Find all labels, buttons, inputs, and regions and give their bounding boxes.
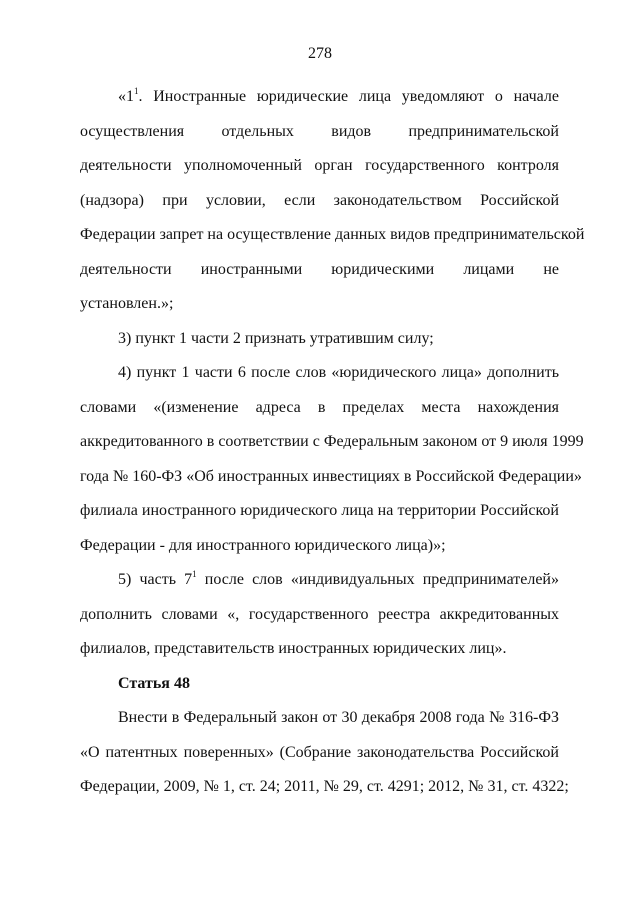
text-line xyxy=(80,80,559,115)
paragraph-article-48-intro xyxy=(80,701,569,805)
text-line: установлен.»; xyxy=(80,295,174,312)
article-heading: Статья 48 xyxy=(118,674,190,692)
text-fragment: «1 xyxy=(118,88,134,105)
text-line: деятельности иностранными юридическими лицами не xyxy=(80,260,559,278)
paragraph-item-3 xyxy=(80,322,559,357)
paragraph-foreign-entities-notice xyxy=(80,80,585,322)
text-line: года № 160-ФЗ «Об иностранных инвестициях в Российской Федерации» xyxy=(80,467,582,485)
text-line: 3) пункт 1 части 2 признать утратившим силу; xyxy=(118,329,434,347)
text-fragment: после слов «индивидуальных предпринимателей» xyxy=(196,571,559,588)
text-line: аккредитованного в соответствии с Федеральным законом от 9 июля 1999 xyxy=(80,433,584,450)
document-body xyxy=(80,80,585,805)
text-line: Федерации запрет на осуществление данных видов предпринимательской xyxy=(80,226,585,243)
text-line: Федерации, 2009, № 1, ст. 24; 2011, № 29, ст. 4291; 2012, № 31, ст. 4322; xyxy=(80,778,569,795)
text-line: (надзора) при условии, если законодательством Российской xyxy=(80,191,559,209)
text-line: деятельности уполномоченный орган государственного контроля xyxy=(80,157,559,174)
text-line xyxy=(80,563,559,598)
text-line: словами «(изменение адреса в пределах места нахождения xyxy=(80,398,559,416)
text-line: филиалов, представительств иностранных юридических лиц». xyxy=(80,640,507,657)
text-line: Внести в Федеральный закон от 30 декабря 2008 года № 316-ФЗ xyxy=(118,709,559,726)
text-line: осуществления отдельных видов предпринимательской xyxy=(80,122,559,140)
paragraph-item-5 xyxy=(80,563,559,667)
text-line: дополнить словами «, государственного реестра аккредитованных xyxy=(80,605,559,623)
text-line: «О патентных поверенных» (Собрание законодательства Российской xyxy=(80,743,559,761)
page-number: 278 xyxy=(308,45,332,62)
text-fragment: 5) часть 7 xyxy=(118,571,193,588)
text-line: филиала иностранного юридического лица на территории Российской xyxy=(80,502,559,519)
superscript: 1 xyxy=(192,569,197,579)
text-line: Федерации - для иностранного юридического лица)»; xyxy=(80,536,446,554)
superscript: 1 xyxy=(134,86,139,96)
text-fragment: . Иностранные юридические лица уведомляют о начале xyxy=(138,88,559,105)
paragraph-item-4 xyxy=(80,356,584,563)
text-line: 4) пункт 1 части 6 после слов «юридического лица» дополнить xyxy=(118,364,559,381)
